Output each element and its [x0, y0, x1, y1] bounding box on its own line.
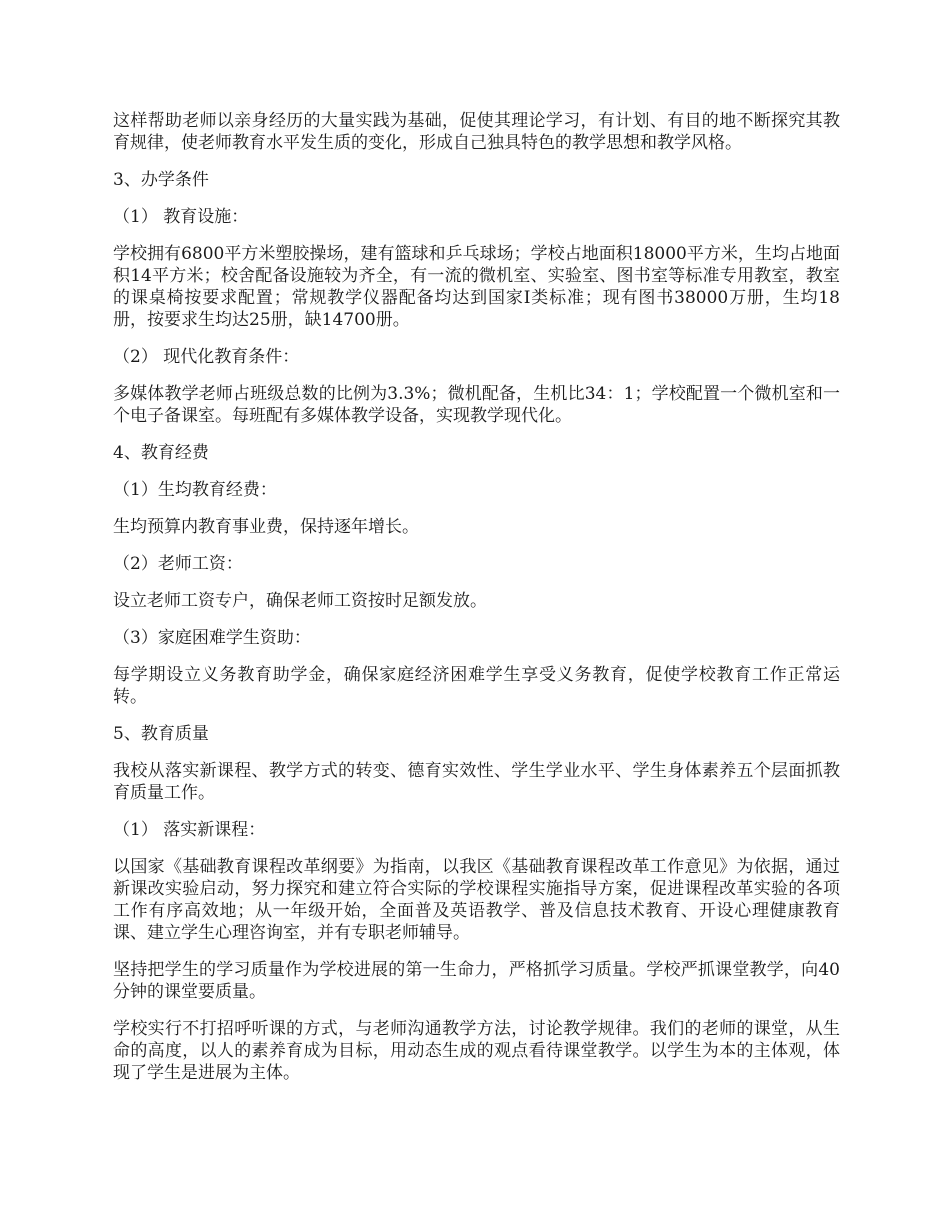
section-heading-school-conditions: 3、办学条件 — [113, 170, 209, 190]
subheading-new-curriculum: （1） 落实新课程： — [113, 820, 266, 840]
paragraph-classroom-observation: 学校实行不打招呼听课的方式，与老师沟通教学方法，讨论教学规律。我们的老师的课堂，从生命的高度，以人的素养育成为目标，用动态生成的观点看待课堂教学。以学生为本的主体观，体现了学生是进展为主体。 — [113, 1019, 840, 1083]
section-heading-education-funding: 4、教育经费 — [113, 443, 209, 463]
paragraph-per-student-funding: 生均预算内教育事业费，保持逐年增长。 — [113, 517, 419, 537]
document-page — [113, 110, 840, 1099]
subheading-modern-conditions: （2） 现代化教育条件： — [113, 347, 300, 367]
paragraph-facilities: 学校拥有6800平方米塑胶操场，建有篮球和乒乓球场；学校占地面积18000平方米，生均占地面积14平方米；校舍配备设施较为齐全，有一流的微机室、实验室、图书室等标准专用教室，教室的课桌椅按要求配置；常规教学仪器配备均达到国家Ⅰ类标准；现有图书38000万册，生均18册，按要求生均达25册，缺14700册。 — [113, 244, 840, 330]
paragraph-curriculum-reform: 以国家《基础教育课程改革纲要》为指南，以我区《基础教育课程改革工作意见》为依据，通过新课改实验启动，努力探究和建立符合实际的学校课程实施指导方案，促进课程改革实验的各项工作有序高效地；从一年级开始，全面普及英语教学、普及信息技术教育、开设心理健康教育课、建立学生心理咨询室，并有专职老师辅导。 — [113, 857, 840, 943]
subheading-education-facilities: （1） 教育设施： — [113, 207, 249, 227]
paragraph-multimedia: 多媒体教学老师占班级总数的比例为3.3%；微机配备，生机比34：1；学校配置一个微机室和一个电子备课室。每班配有多媒体教学设备，实现教学现代化。 — [113, 384, 840, 426]
paragraph-learning-quality: 坚持把学生的学习质量作为学校进展的第一生命力，严格抓学习质量。学校严抓课堂教学，向40分钟的课堂要质量。 — [113, 960, 840, 1002]
subheading-per-student-funding: （1）生均教育经费： — [113, 480, 277, 500]
subheading-student-aid: （3）家庭困难学生资助： — [113, 628, 311, 648]
subheading-teacher-salary: （2）老师工资： — [113, 554, 243, 574]
section-heading-education-quality: 5、教育质量 — [113, 724, 209, 744]
paragraph-teacher-salary: 设立老师工资专户，确保老师工资按时足额发放。 — [113, 591, 487, 611]
paragraph-quality-overview: 我校从落实新课程、教学方式的转变、德育实效性、学生学业水平、学生身体素养五个层面抓教育质量工作。 — [113, 761, 840, 803]
paragraph-student-aid: 每学期设立义务教育助学金，确保家庭经济困难学生享受义务教育，促使学校教育工作正常运转。 — [113, 665, 840, 707]
paragraph-teacher-growth: 这样帮助老师以亲身经历的大量实践为基础，促使其理论学习，有计划、有目的地不断探究其教育规律，使老师教育水平发生质的变化，形成自己独具特色的教学思想和教学风格。 — [113, 111, 840, 153]
